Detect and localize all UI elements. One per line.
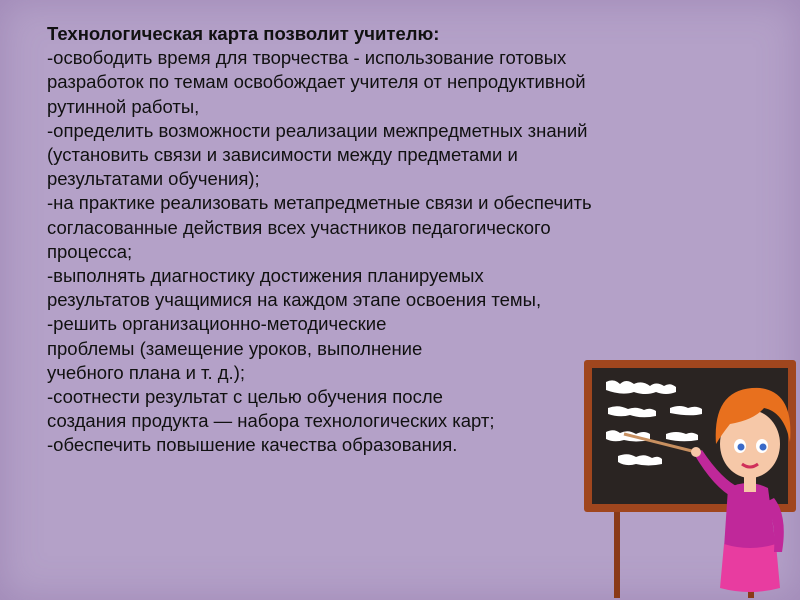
text-line: рутинной работы,	[47, 95, 200, 117]
text-line: -решить организационно-методические	[47, 313, 387, 335]
text-line: согласованные действия всех участников педагогического	[47, 216, 551, 238]
pupil-left	[738, 444, 745, 451]
teacher-at-chalkboard-icon	[578, 348, 800, 600]
text-line: процесса;	[47, 240, 133, 262]
slide-title: Технологическая карта позволит учителю:	[47, 23, 440, 44]
text-line: -на практике реализовать метапредметные связи и обеспечить	[47, 192, 592, 214]
text-line: учебного плана и т. д.);	[47, 361, 245, 383]
text-line: -освободить время для творчества - использование готовых	[47, 47, 567, 69]
text-line: создания продукта — набора технологических карт;	[47, 410, 495, 432]
text-line: проблемы (замещение уроков, выполнение	[47, 337, 423, 359]
text-line: -выполнять диагностику достижения планируемых	[47, 265, 484, 287]
text-line: -определить возможности реализации межпредметных знаний	[47, 119, 588, 141]
easel-leg-left	[614, 508, 620, 598]
teacher-skirt	[720, 544, 780, 592]
teacher-hand	[691, 447, 701, 457]
text-line: разработок по темам освобождает учителя от непродуктивной	[47, 71, 586, 93]
text-line: (установить связи и зависимости между предметами и	[47, 144, 518, 166]
text-line: результатами обучения);	[47, 168, 260, 190]
text-line: -обеспечить повышение качества образования.	[47, 434, 458, 456]
pupil-right	[760, 444, 767, 451]
text-line: результатов учащимися на каждом этапе освоения темы,	[47, 289, 542, 311]
text-line: -соотнести результат с целью обучения после	[47, 386, 443, 408]
